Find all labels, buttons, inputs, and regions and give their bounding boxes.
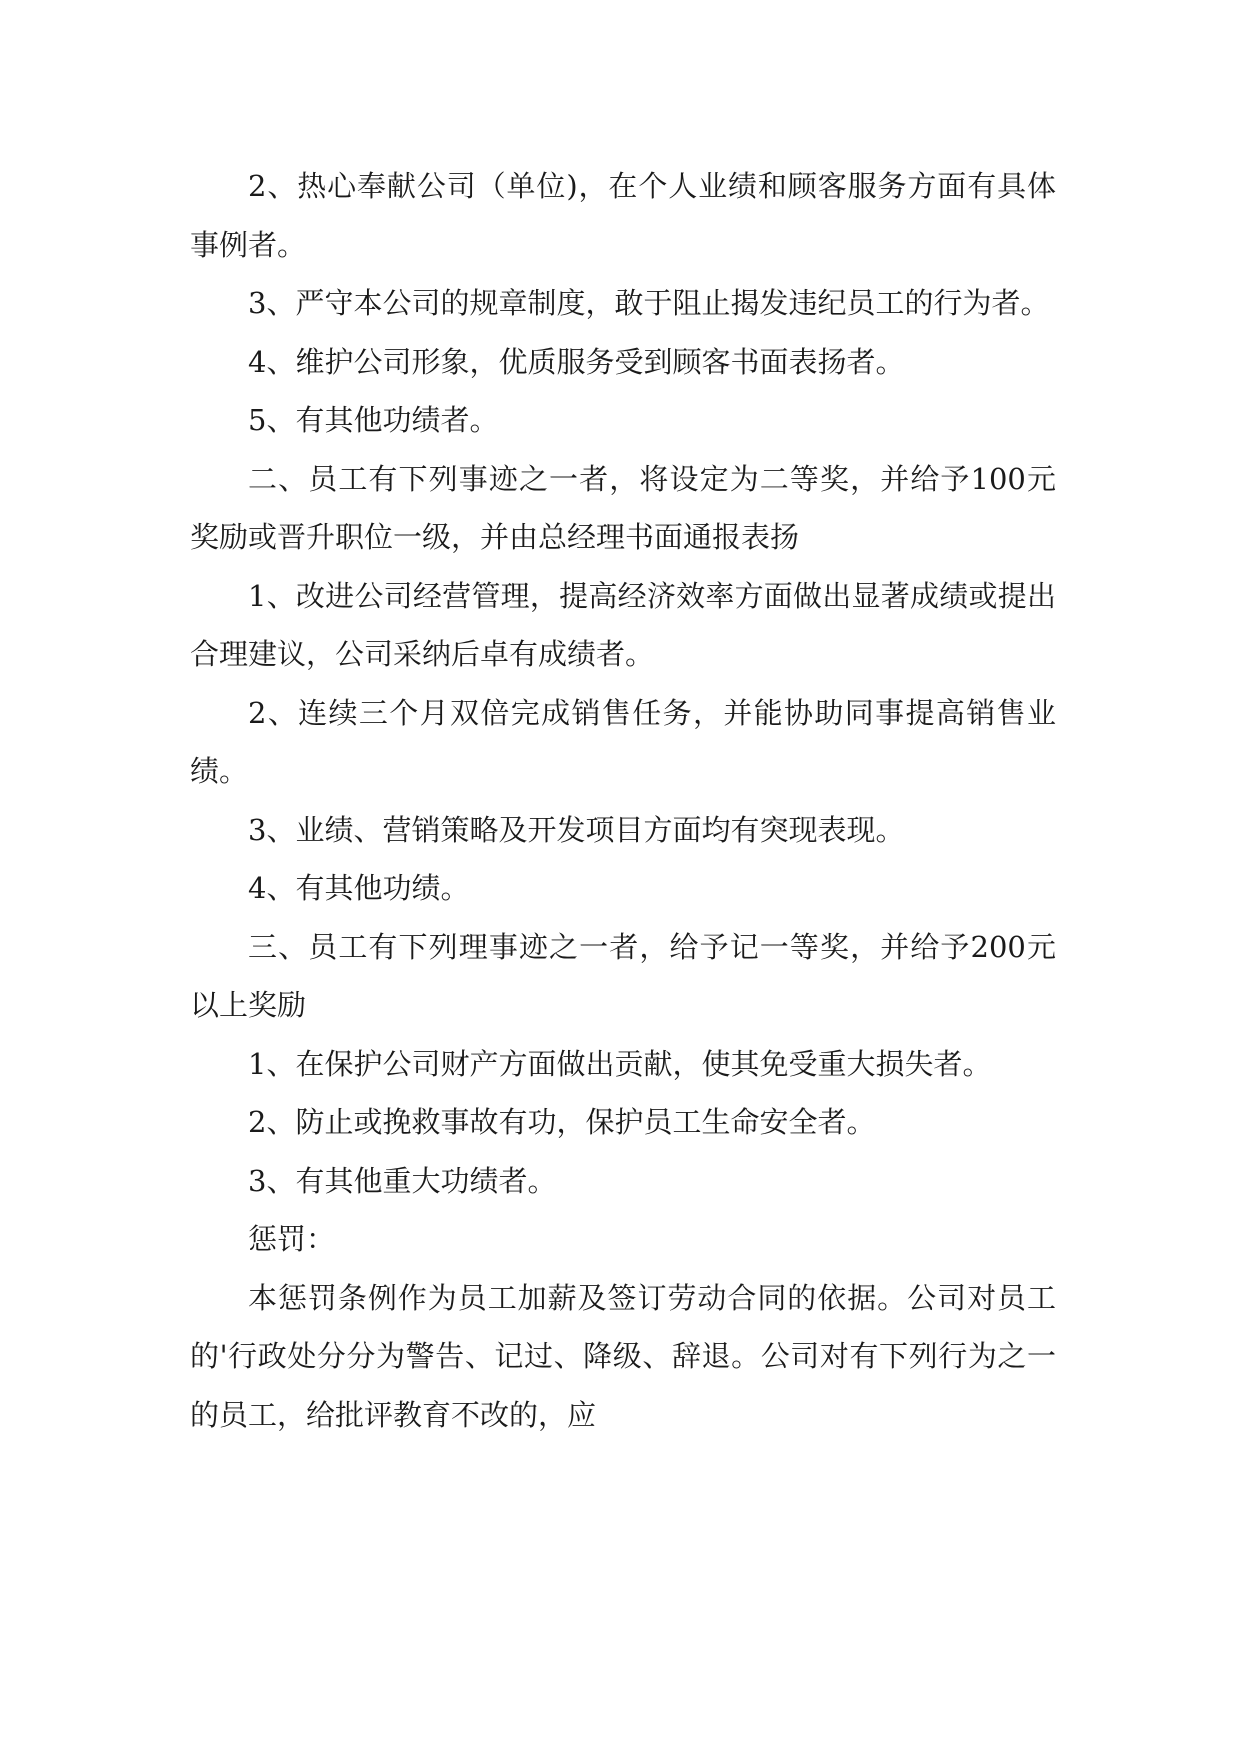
- paragraph-3: 4、维护公司形象，优质服务受到顾客书面表扬者。: [248, 344, 905, 379]
- document-body: [190, 157, 1056, 1444]
- paragraph-10: 三、员工有下列理事迹之一者，给予记一等奖，并给予200元以上奖励: [190, 929, 1056, 1022]
- paragraph-12: 2、防止或挽救事故有功，保护员工生命安全者。: [248, 1105, 876, 1139]
- paragraph-6: 1、改进公司经营管理，提高经济效率方面做出显著成绩或提出合理建议，公司采纳后卓有成绩者。: [190, 578, 1056, 671]
- paragraph-1: 2、热心奉献公司（单位)，在个人业绩和顾客服务方面有具体事例者。: [190, 169, 1056, 262]
- paragraph-8: 3、业绩、营销策略及开发项目方面均有突现表现。: [248, 812, 905, 847]
- paragraph-15: 本惩罚条例作为员工加薪及签订劳动合同的依据。公司对员工的'行政处分分为警告、记过、降级、辞退。公司对有下列行为之一的员工，给批评教育不改的，应: [190, 1280, 1056, 1432]
- paragraph-9: 4、有其他功绩。: [248, 871, 470, 905]
- paragraph-4: 5、有其他功绩者。: [248, 403, 499, 437]
- paragraph-11: 1、在保护公司财产方面做出贡献，使其免受重大损失者。: [248, 1046, 992, 1081]
- paragraph-5: 二、员工有下列事迹之一者，将设定为二等奖，并给予100元奖励或晋升职位一级，并由总经理书面通报表扬: [190, 461, 1056, 554]
- paragraph-7: 2、连续三个月双倍完成销售任务，并能协助同事提高销售业绩。: [190, 695, 1056, 788]
- paragraph-2: 3、严守本公司的规章制度，敢于阻止揭发违纪员工的行为者。: [248, 286, 1050, 320]
- paragraph-14: 惩罚：: [248, 1222, 336, 1256]
- paragraph-13: 3、有其他重大功绩者。: [248, 1163, 557, 1198]
